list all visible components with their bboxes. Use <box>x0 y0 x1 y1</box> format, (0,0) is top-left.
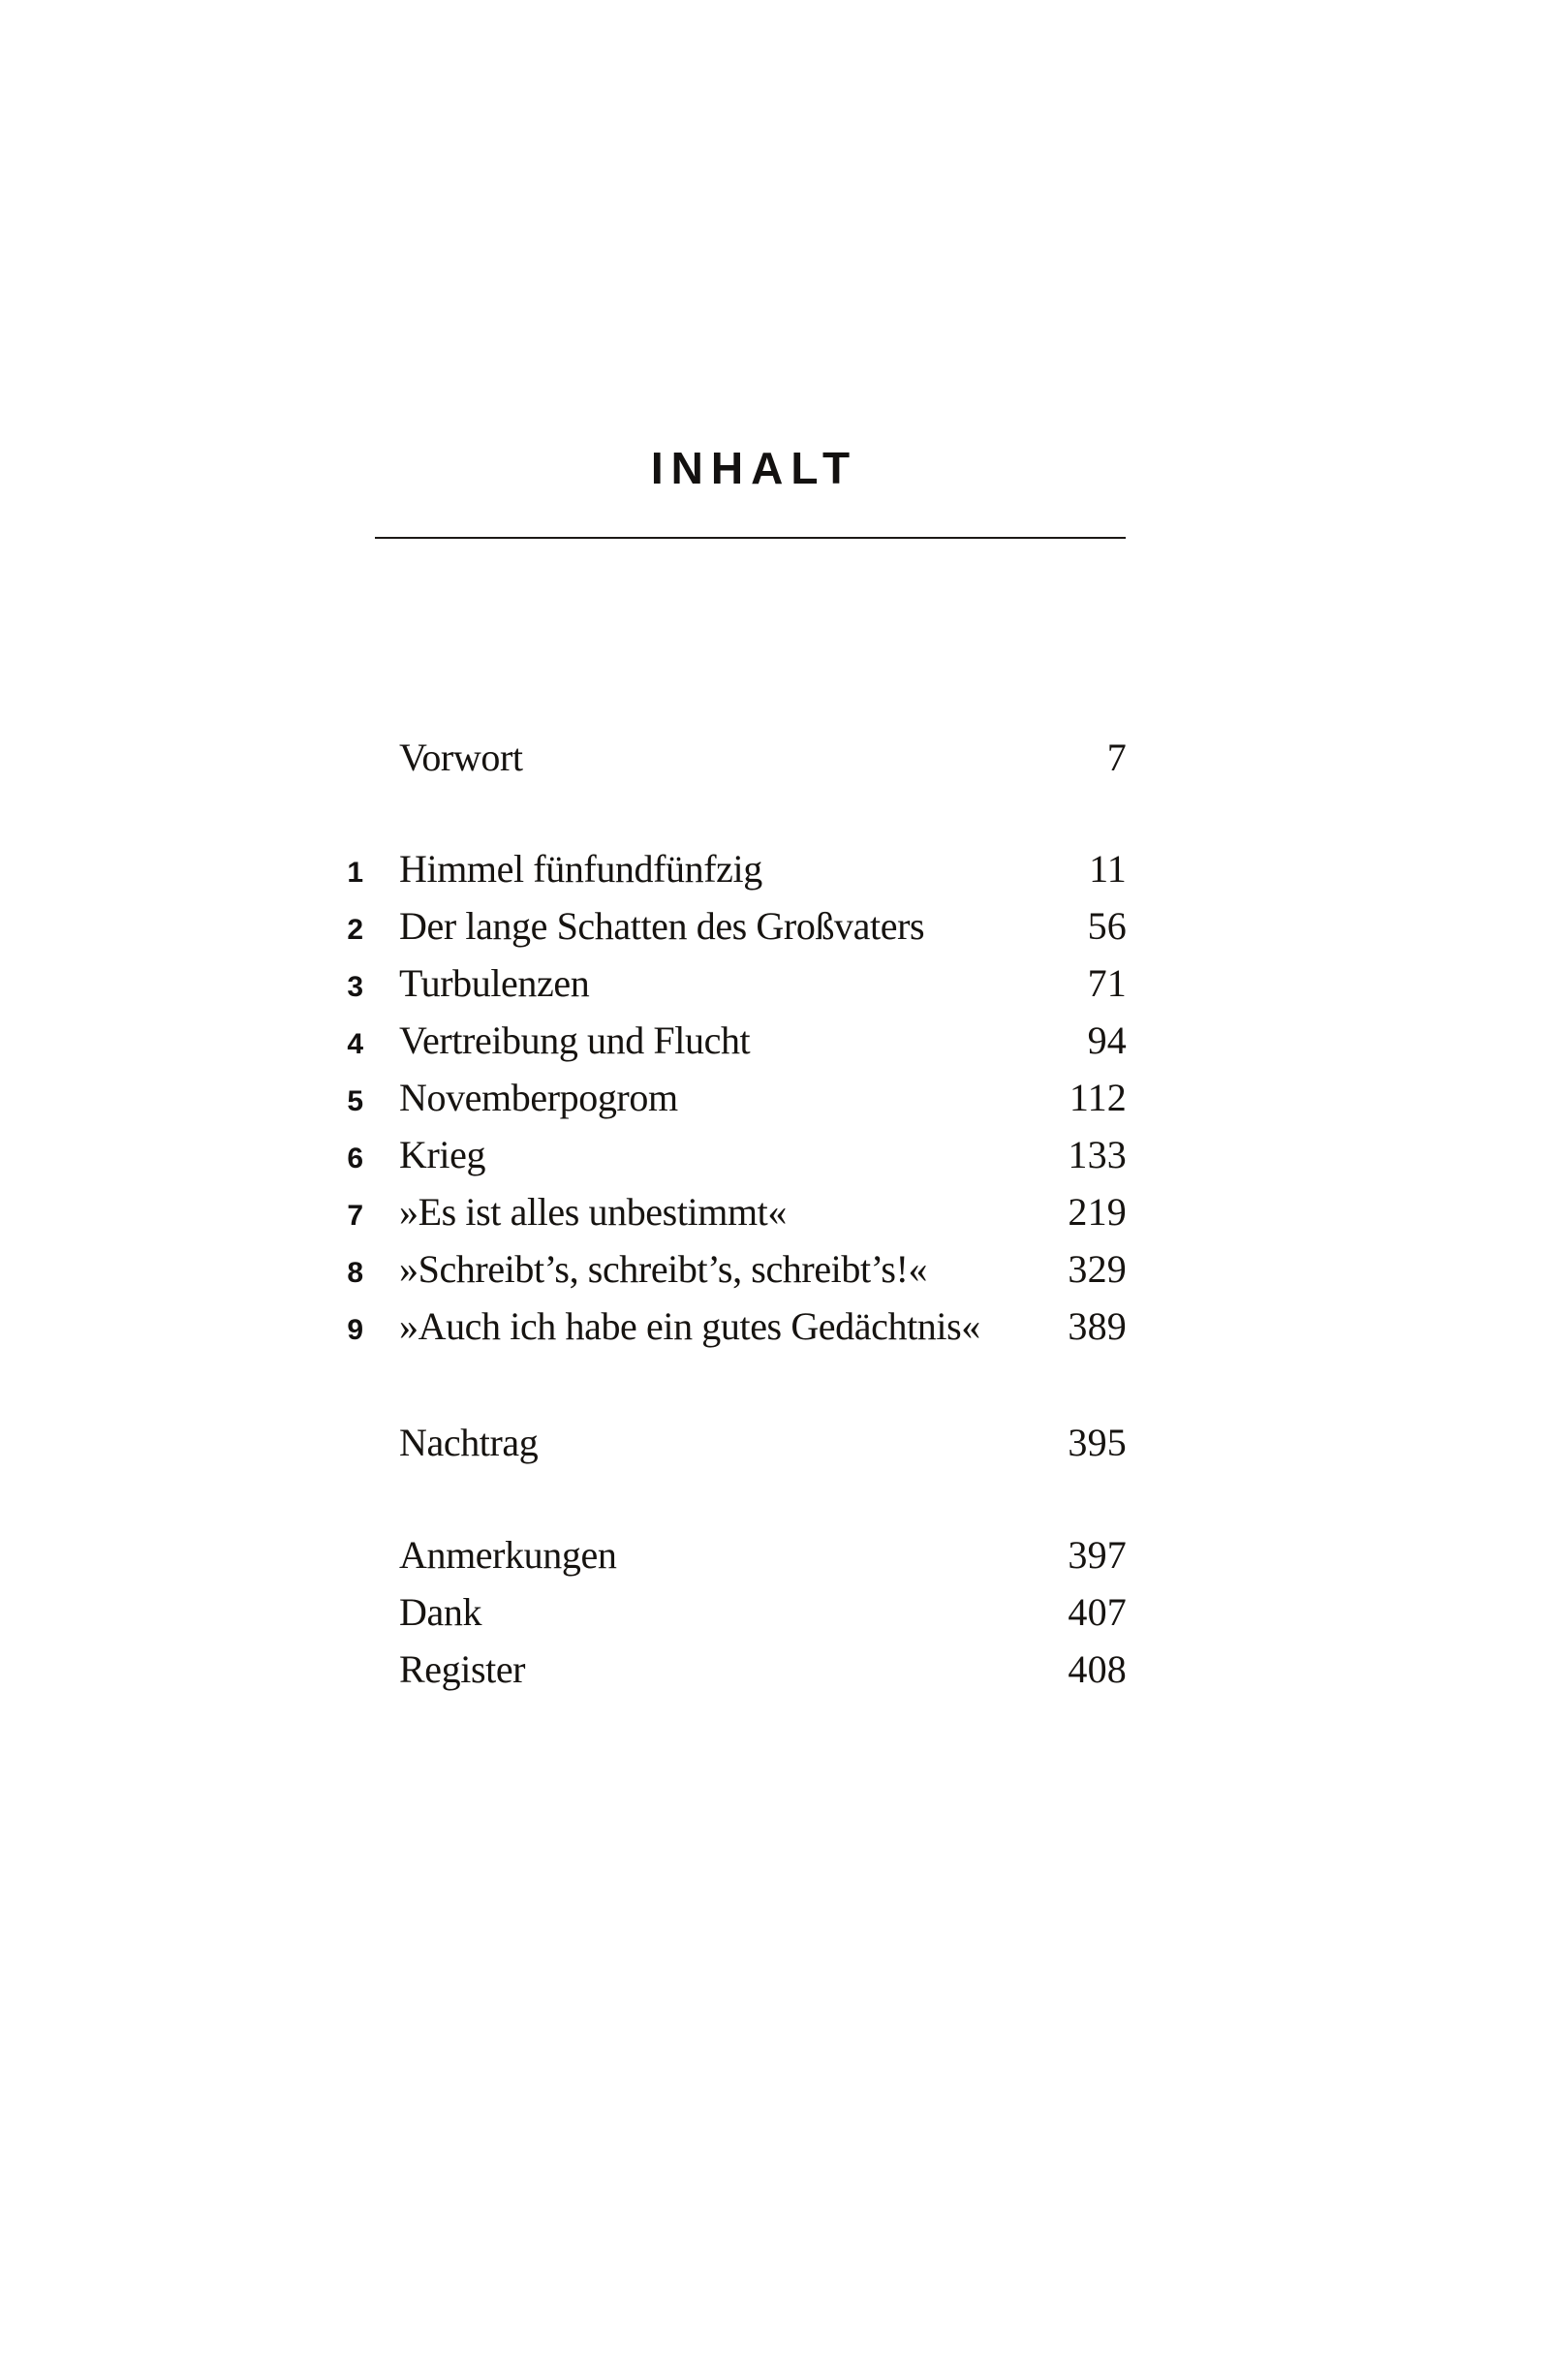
title-divider-rule <box>375 537 1126 539</box>
entry-page-number: 408 <box>1068 1647 1127 1691</box>
toc-preface-group <box>329 735 1127 792</box>
toc-row-chapter-7 <box>329 1189 1127 1246</box>
toc-row-chapter-3 <box>329 960 1127 1018</box>
entry-title: Register <box>399 1647 526 1691</box>
entry-page-number: 329 <box>1068 1247 1127 1291</box>
chapter-number: 2 <box>347 914 363 946</box>
entry-page-number: 389 <box>1068 1304 1127 1348</box>
toc-row-anmerkungen <box>329 1532 1127 1589</box>
entry-title: Vertreibung und Flucht <box>399 1018 751 1062</box>
toc-row-chapter-5 <box>329 1075 1127 1132</box>
toc-chapters-group <box>329 846 1127 1361</box>
entry-title: Der lange Schatten des Großvaters <box>399 904 925 948</box>
chapter-number: 5 <box>347 1085 363 1117</box>
entry-title: Nachtrag <box>399 1421 539 1464</box>
entry-title: Himmel fünfundfünfzig <box>399 847 762 891</box>
toc-addendum-group <box>329 1420 1127 1477</box>
chapter-number: 6 <box>347 1143 363 1174</box>
entry-page-number: 112 <box>1069 1076 1127 1119</box>
toc-row-chapter-2 <box>329 903 1127 960</box>
entry-title: Krieg <box>399 1133 486 1176</box>
entry-page-number: 397 <box>1068 1533 1127 1577</box>
entry-title: Vorwort <box>399 736 523 779</box>
page-title: INHALT <box>650 443 858 493</box>
entry-page-number: 11 <box>1089 847 1127 891</box>
toc-row-vorwort <box>329 735 1127 792</box>
entry-page-number: 407 <box>1068 1590 1127 1634</box>
toc-row-chapter-6 <box>329 1132 1127 1189</box>
toc-backmatter-group <box>329 1532 1127 1704</box>
chapter-number: 1 <box>347 857 363 889</box>
entry-title: Novemberpogrom <box>399 1076 678 1119</box>
toc-row-chapter-4 <box>329 1018 1127 1075</box>
entry-title: Turbulenzen <box>399 961 590 1005</box>
toc-row-dank <box>329 1589 1127 1646</box>
entry-page-number: 219 <box>1068 1190 1127 1234</box>
chapter-number: 4 <box>347 1028 363 1060</box>
toc-row-chapter-1 <box>329 846 1127 903</box>
entry-title: »Schreibt’s, schreibt’s, schreibt’s!« <box>399 1247 928 1291</box>
toc-row-nachtrag <box>329 1420 1127 1477</box>
entry-page-number: 395 <box>1068 1421 1127 1464</box>
entry-page-number: 7 <box>1106 736 1127 779</box>
entry-title: Dank <box>399 1590 482 1634</box>
entry-page-number: 133 <box>1068 1133 1127 1176</box>
entry-title: Anmerkungen <box>399 1533 617 1577</box>
entry-page-number: 94 <box>1087 1018 1127 1062</box>
entry-title: »Es ist alles unbestimmt« <box>399 1190 787 1234</box>
toc-row-chapter-8 <box>329 1246 1127 1303</box>
entry-page-number: 71 <box>1087 961 1127 1005</box>
chapter-number: 9 <box>347 1314 363 1346</box>
toc-row-chapter-9 <box>329 1303 1127 1361</box>
chapter-number: 7 <box>347 1200 363 1232</box>
entry-title: »Auch ich habe ein gutes Gedächtnis« <box>399 1304 980 1348</box>
toc-row-register <box>329 1646 1127 1704</box>
chapter-number: 8 <box>347 1257 363 1289</box>
chapter-number: 3 <box>347 971 363 1003</box>
entry-page-number: 56 <box>1087 904 1127 948</box>
